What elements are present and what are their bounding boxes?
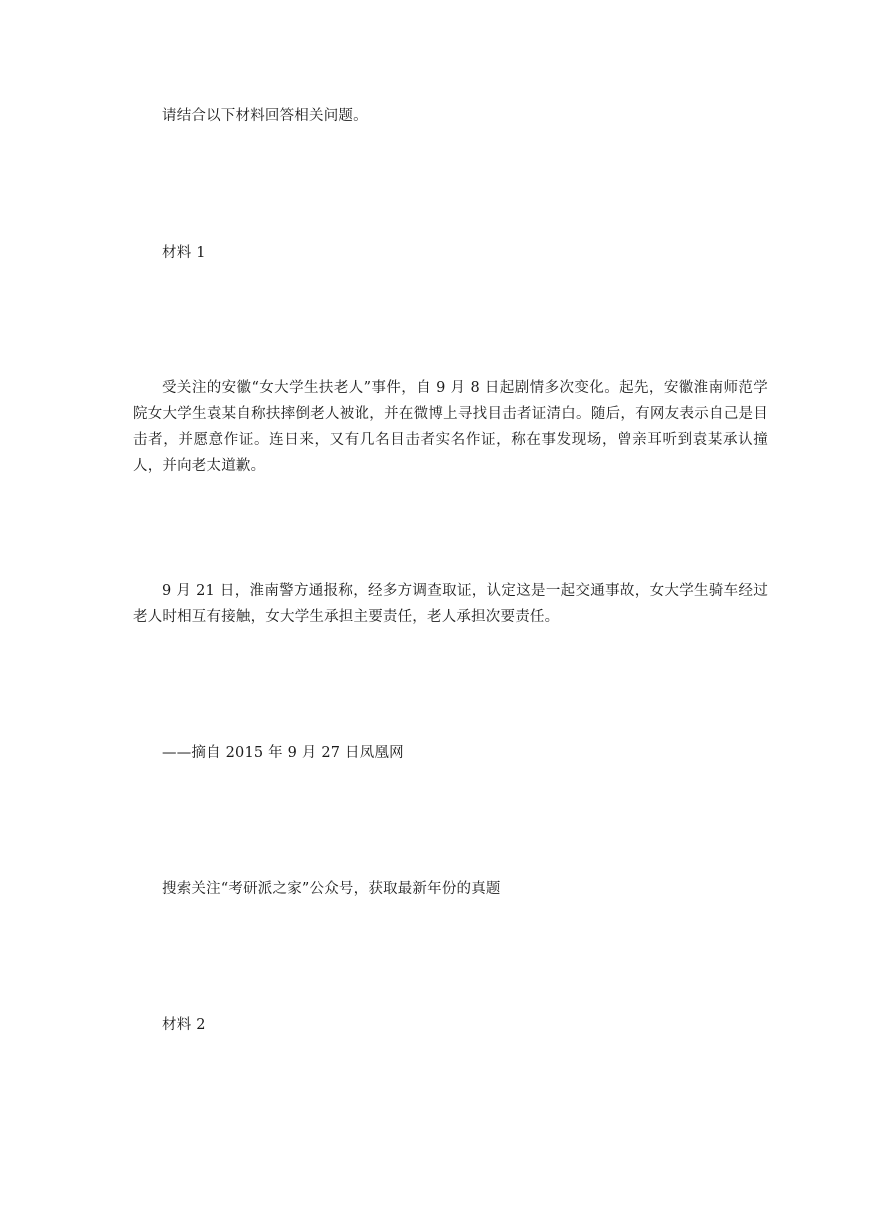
material-1-paragraph-2: 9 月 21 日，淮南警方通报称，经多方调查取证，认定这是一起交通事故，女大学生骑车经过老人时相互有接触，女大学生承担主要责任，老人承担次要责任。 [133,583,768,625]
intro-instruction: 请结合以下材料回答相关问题。 [162,108,368,124]
promo-line: 搜索关注“考研派之家”公众号，获取最新年份的真题 [162,881,501,897]
material-1-paragraph-1: 受关注的安徽“女大学生扶老人”事件，自 9 月 8 日起剧情多次变化。起先，安徽淮南师范学院女大学生袁某自称扶摔倒老人被讹，并在微博上寻找目击者证清白。随后，有网友表示自己是目击者，并愿意作证。连日来，又有几名目击者实名作证，称在事发现场，曾亲耳听到袁某承认撞人，并向老太道歉。 [133,380,768,474]
material-1-heading: 材料 1 [162,245,206,261]
material-2-heading: 材料 2 [162,1017,206,1033]
material-1-source: ——摘自 2015 年 9 月 27 日凤凰网 [162,745,404,761]
